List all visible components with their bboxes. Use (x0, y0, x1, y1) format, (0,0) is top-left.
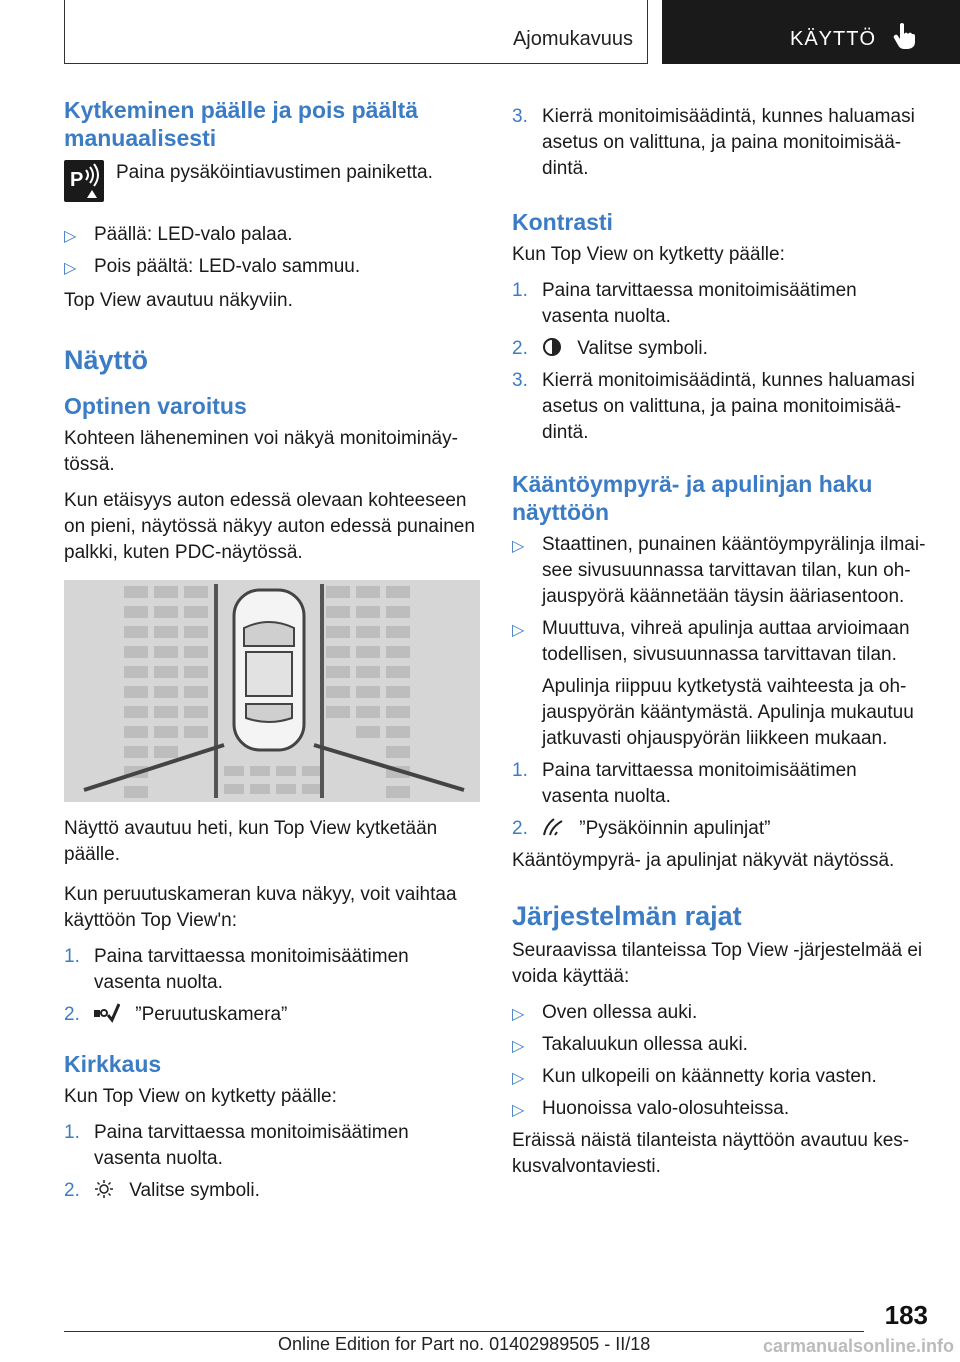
heading-turning-circle: Kääntöympyrä- ja apulinjan haku näyttöön (512, 471, 873, 525)
contrast-icon (542, 337, 562, 357)
triangle-bullet-icon: ▷ (512, 622, 525, 639)
chapter-title: KÄYTTÖ (790, 28, 877, 50)
list-item: 2. ”Pysäköinnin apulinjat” (512, 818, 771, 839)
top-view-figure (64, 580, 480, 802)
svg-text:P: P (70, 169, 84, 191)
list-item: 1. Paina tarvittaessa monitoimisäätimen vasenta nuolta. (512, 760, 857, 807)
list-item: ▷ Päällä: LED-valo palaa. (64, 222, 480, 248)
list-item: ▷ Oven ollessa auki. (512, 1000, 928, 1026)
page-header (64, 0, 960, 66)
triangle-bullet-icon: ▷ (512, 1038, 525, 1055)
list-item: 2. Valitse symboli. (64, 1180, 260, 1201)
triangle-bullet-icon: ▷ (512, 1006, 525, 1023)
watermark: carmanualsonline.info (762, 1336, 954, 1356)
edition-text: Online Edition for Part no. 01402989505 - II/18 (278, 1334, 651, 1354)
paragraph: Seuraavissa tilanteissa Top View -järjestelmää ei voida käyttää: (512, 940, 923, 987)
list-item: 1. Paina tarvittaessa monitoimisäätimen vasenta nuolta. (64, 946, 409, 993)
top-view-car-illustration (64, 580, 480, 802)
heading-system-limits: Järjestelmän rajat (512, 901, 742, 931)
section-tab (64, 0, 648, 64)
hand-pointer-icon (892, 22, 918, 50)
triangle-bullet-icon: ▷ (512, 538, 525, 555)
list-item: 3. Kierrä monitoimisäädintä, kunnes haluamasi asetus on valittuna, ja paina monitoimisäädintä. (512, 106, 915, 179)
triangle-bullet-icon: ▷ (512, 1070, 525, 1087)
list-item: 2. Valitse symboli. (512, 338, 708, 359)
triangle-bullet-icon: ▷ (64, 260, 77, 277)
rear-camera-icon (94, 1003, 120, 1023)
list-item: 2. ”Peruutuskamera” (64, 1004, 288, 1025)
right-column (512, 104, 928, 1190)
list-item-continuation: Apulinja riippuu kytketystä vaihteesta ja ohjauspyörän kääntymästä. Apulinja mukautuu jatkuvasti ohjauspyörän liikkeen mukaan. (542, 676, 914, 749)
section-title: Ajomukavuus (512, 28, 633, 50)
heading-contrast: Kontrasti (512, 209, 613, 235)
left-column (64, 96, 480, 1210)
pdc-instruction (64, 160, 480, 212)
heading-manual: Kytkeminen päälle ja pois päältä manuaalisesti (64, 97, 419, 151)
list-item: 1. Paina tarvittaessa monitoimisäätimen vasenta nuolta. (512, 280, 857, 327)
paragraph: Kun peruutuskameran kuva näkyy, voit vaihtaa käyttöön Top View'n: (64, 884, 457, 931)
topview-opens-text: Top View avautuu näkyviin. (64, 290, 293, 311)
footer-divider (64, 1331, 864, 1332)
paragraph: Kun etäisyys auton edessä olevaan kohteeseen on pieni, näytössä näkyy auton edessä punainen palkki, kuten PDC-näytössä. (64, 490, 475, 563)
heading-optical-warning: Optinen varoitus (64, 393, 247, 419)
paragraph: Eräissä näistä tilanteista näyttöön avautuu keskusvalvontaviesti. (512, 1130, 910, 1177)
triangle-bullet-icon: ▷ (64, 228, 77, 245)
press-button-text: Paina pysäköintiavustimen painiketta. (116, 162, 433, 183)
paragraph: Kohteen läheneminen voi näkyä monitoiminäytössä. (64, 428, 458, 475)
list-item: 3. Kierrä monitoimisäädintä, kunnes haluamasi asetus on valittuna, ja paina monitoimisäädintä. (512, 370, 915, 443)
page-number: 183 (884, 1300, 928, 1330)
list-item: 1. Paina tarvittaessa monitoimisäätimen vasenta nuolta. (64, 1122, 409, 1169)
brightness-sun-icon (94, 1179, 114, 1199)
list-item: ▷ Huonoissa valo-olosuhteissa. (512, 1096, 928, 1122)
list-item: ▷ Muuttuva, vihreä apulinja auttaa arvioimaan todellisen, sivusuunnassa tarvittavan tilan. (512, 618, 910, 665)
list-item: ▷ Kun ulkopeili on käännetty koria vasten. (512, 1064, 928, 1090)
triangle-bullet-icon: ▷ (512, 1102, 525, 1119)
paragraph: Näyttö avautuu heti, kun Top View kytketään päälle. (64, 818, 438, 865)
chapter-tab (662, 0, 960, 64)
heading-display: Näyttö (64, 345, 149, 375)
list-item: ▷ Staattinen, punainen kääntöympyrälinja ilmaisee sivusuunnassa tarvittavan tilan, kun ohjauspyörä käännetään täysin ääriasentoon. (512, 534, 926, 607)
list-item: ▷ Takaluukun ollessa auki. (512, 1032, 928, 1058)
heading-brightness: Kirkkaus (64, 1051, 162, 1077)
list-item: ▷ Pois päältä: LED-valo sammuu. (64, 254, 480, 280)
parking-guide-lines-icon (542, 817, 564, 837)
parking-assist-button-icon (64, 160, 104, 202)
paragraph: Kun Top View on kytketty päälle: (512, 244, 785, 265)
paragraph: Kääntöympyrä- ja apulinjat näkyvät näytössä. (512, 850, 895, 871)
paragraph: Kun Top View on kytketty päälle: (64, 1086, 337, 1107)
